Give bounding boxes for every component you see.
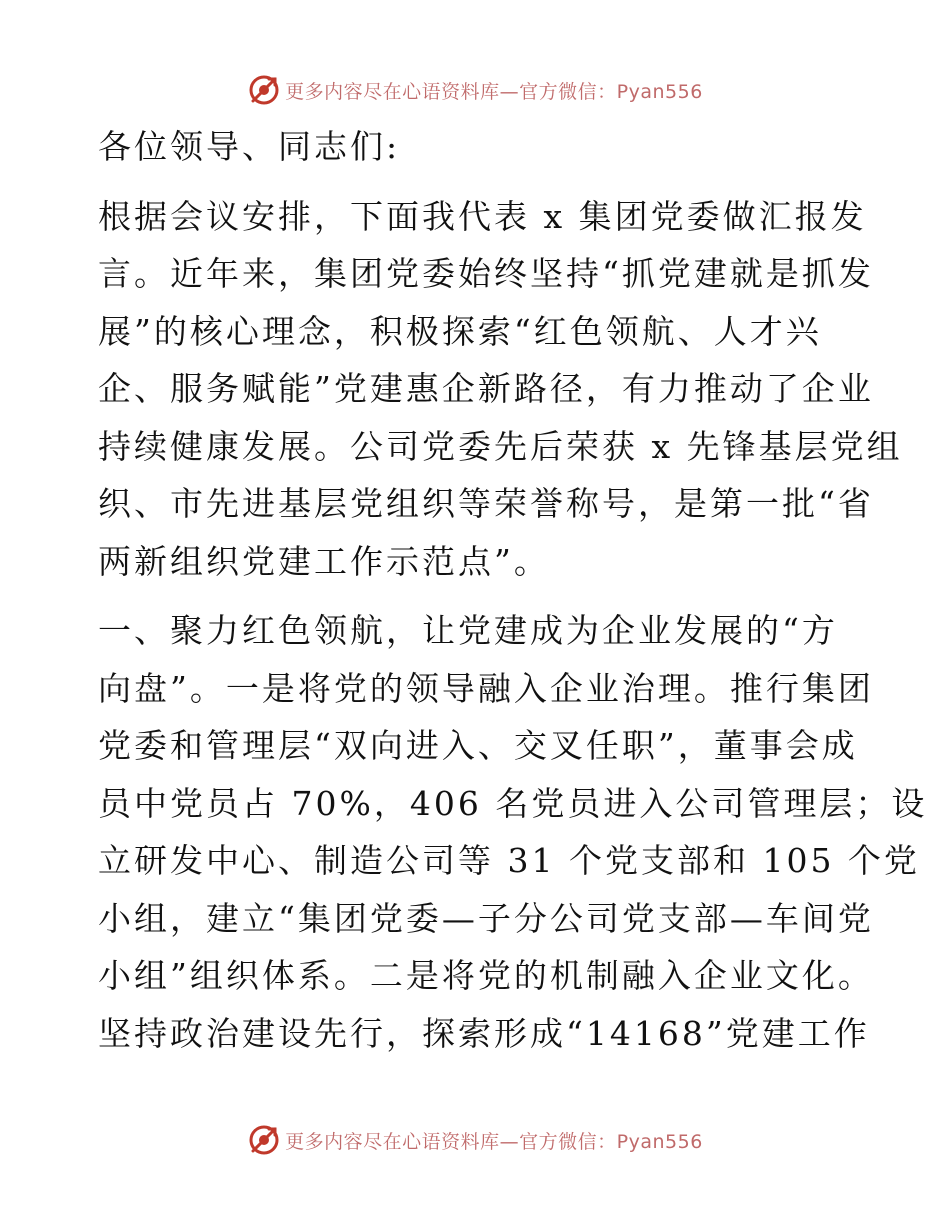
paragraph-section-one bbox=[98, 602, 928, 1062]
header-watermark-text: 更多内容尽在心语资料库—官方微信：Pyan556 bbox=[285, 80, 703, 103]
text-line: 展”的核心理念，积极探索“红色领航、人才兴 bbox=[98, 311, 822, 351]
text-line: 员中党员占 70%，406 名党员进入公司管理层；设 bbox=[98, 783, 928, 823]
footer-watermark-text: 更多内容尽在心语资料库—官方微信：Pyan556 bbox=[285, 1130, 703, 1153]
brand-logo-icon bbox=[247, 73, 281, 107]
text-line: 小组”组织体系。二是将党的机制融入企业文化。 bbox=[98, 956, 874, 995]
paragraph-intro bbox=[98, 188, 903, 591]
text-line: 党委和管理层“双向进入、交叉任职”，董事会成 bbox=[98, 726, 858, 765]
text-line: 言。近年来，集团党委始终坚持“抓党建就是抓发 bbox=[98, 254, 874, 293]
text-line: 坚持政治建设先行，探索形成“14168”党建工作 bbox=[98, 1013, 870, 1053]
text-line: 持续健康发展。公司党委先后荣获 x 先锋基层党组 bbox=[98, 426, 903, 466]
brand-logo-icon bbox=[247, 1123, 281, 1157]
text-line: 立研发中心、制造公司等 31 个党支部和 105 个党 bbox=[98, 841, 920, 880]
text-line: 各位领导、同志们: bbox=[98, 127, 401, 166]
text-line: 织、市先进基层党组织等荣誉称号，是第一批“省 bbox=[98, 484, 874, 523]
text-line: 向盘”。一是将党的领导融入企业治理。推行集团 bbox=[98, 668, 874, 708]
text-line: 一、聚力红色领航，让党建成为企业发展的“方 bbox=[98, 611, 838, 650]
header-watermark-banner bbox=[0, 70, 950, 110]
text-line: 根据会议安排，下面我代表 x 集团党委做汇报发 bbox=[98, 196, 867, 236]
text-line: 企、服务赋能”党建惠企新路径，有力推动了企业 bbox=[98, 369, 874, 408]
text-line: 两新组织党建工作示范点”。 bbox=[98, 541, 550, 581]
paragraph-salutation bbox=[98, 118, 858, 176]
document-body bbox=[98, 118, 928, 1062]
text-line: 小组，建立“集团党委—子分公司党支部—车间党 bbox=[98, 898, 874, 938]
footer-watermark-banner bbox=[0, 1120, 950, 1160]
